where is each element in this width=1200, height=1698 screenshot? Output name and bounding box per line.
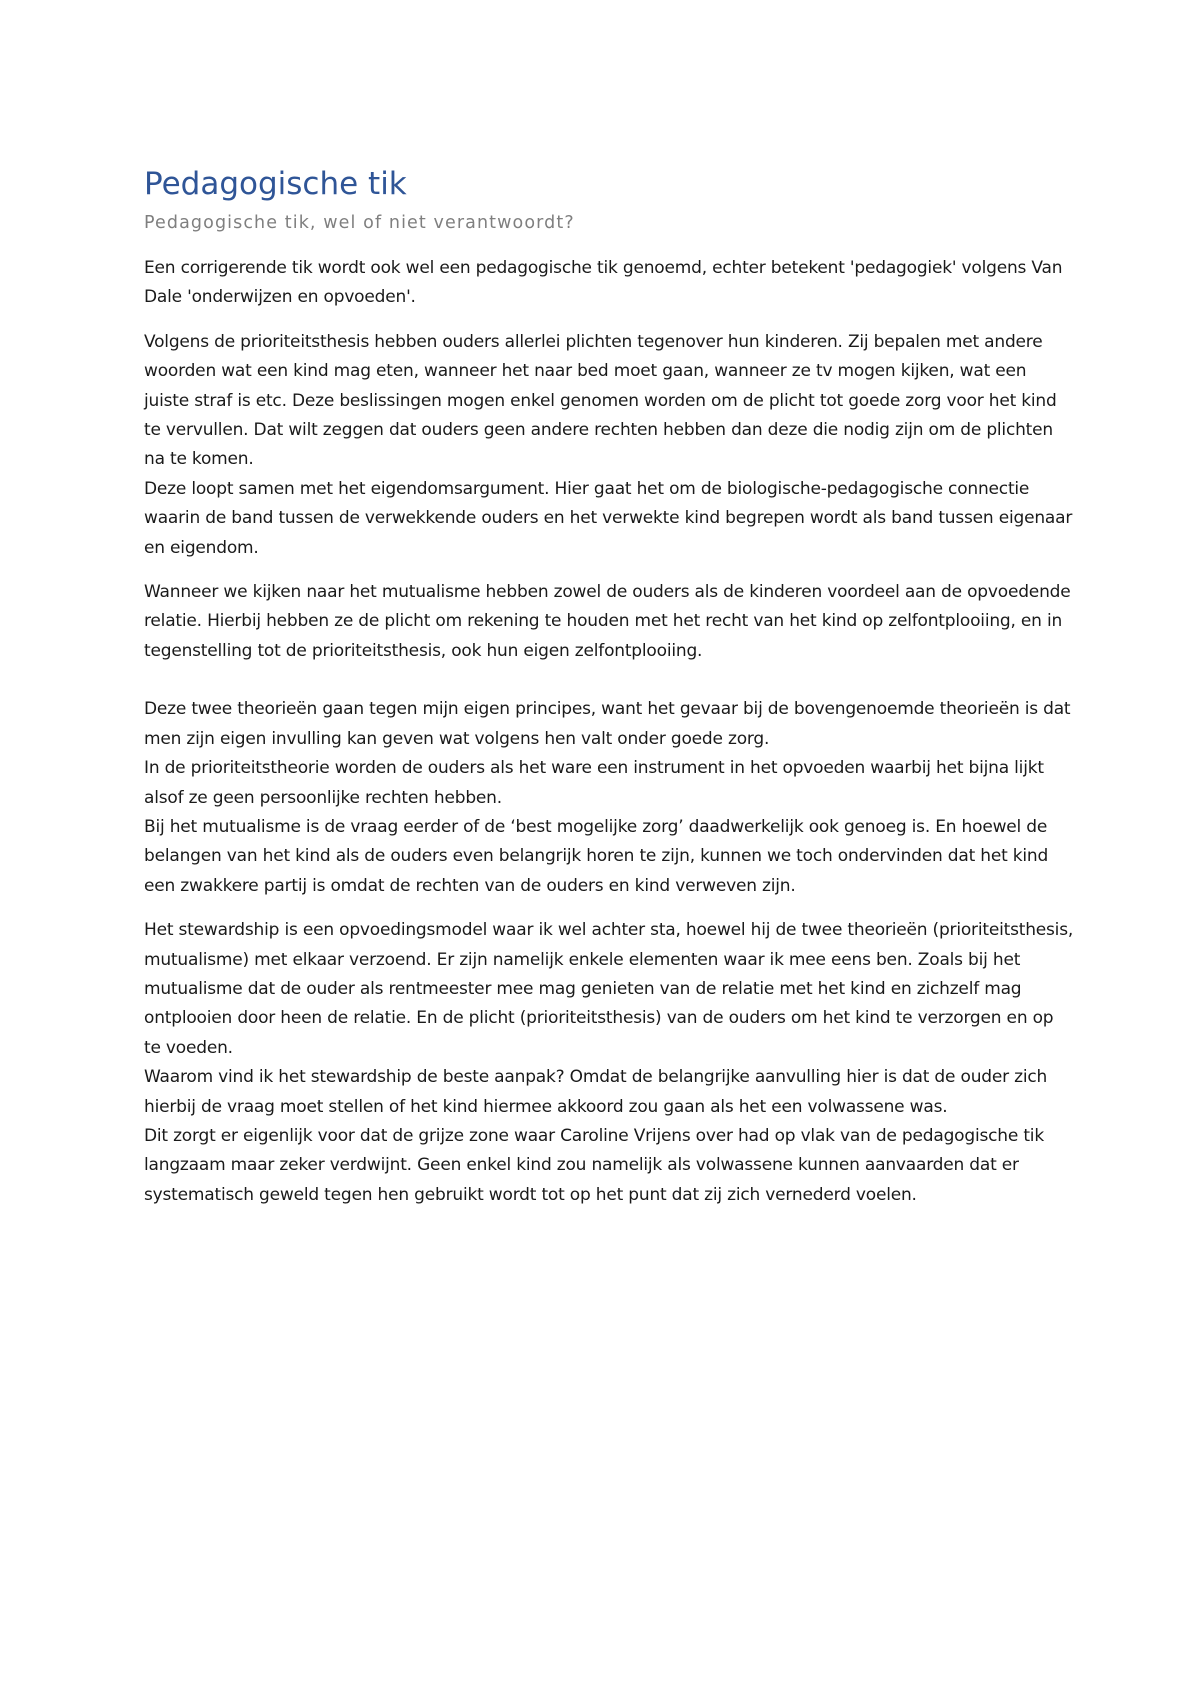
paragraph-mutualisme-kritiek: Bij het mutualisme is de vraag eerder of de ‘best mogelijke zorg’ daadwerkelijk ook genoeg is. En hoewel de belangen van het kind als de ouders even belangrijk horen te zijn, kunnen we toch ondervinden dat het kind een zwakkere partij is omdat de rechten van de ouders en kind verweven zijn. [144,816,1049,896]
paragraph-stewardship: Het stewardship is een opvoedingsmodel waar ik wel achter sta, hoewel hij de twee theorieën (prioriteitsthesis, mutualisme) met elkaar verzoend. Er zijn namelijk enkele elementen waar ik mee eens ben. Zoals bij het mutualisme dat de ouder als rentmeester mee mag genieten van de relatie met het kind en zichzelf mag ontplooien door heen de relatie. En de plicht (prioriteitsthesis) van de ouders om het kind te verzorgen en op te voeden. [144,920,1074,1058]
document-subtitle: Pedagogische tik, wel of niet verantwoordt? [144,213,575,233]
document-body [144,254,1074,1210]
paragraph-theorieen: Deze twee theorieën gaan tegen mijn eigen principes, want het gevaar bij de bovengenoemde theorieën is dat men zijn eigen invulling kan geven wat volgens hen valt onder goede zorg. [144,699,1071,749]
document-page [144,164,1074,1210]
paragraph-prioriteitstheorie: In de prioriteitstheorie worden de ouders als het ware een instrument in het opvoeden waarbij het bijna lijkt alsof ze geen persoonlijke rechten hebben. [144,758,1044,808]
paragraph-waarom-stewardship: Waarom vind ik het stewardship de beste aanpak? Omdat de belangrijke aanvulling hier is dat de ouder zich hierbij de vraag moet stellen of het kind hiermee akkoord zou gaan als het een volwassene was. [144,1067,1048,1117]
paragraph-conclusie: Dit zorgt er eigenlijk voor dat de grijze zone waar Caroline Vrijens over had op vlak van de pedagogische tik langzaam maar zeker verdwijnt. Geen enkel kind zou namelijk als volwassene kunnen aanvaarden dat er systematisch geweld tegen hen gebruikt wordt tot op het punt dat zij zich vernederd voelen. [144,1125,1044,1205]
document-title: Pedagogische tik [144,166,407,202]
paragraph-eigendomsargument: Deze loopt samen met het eigendomsargument. Hier gaat het om de biologische-pedagogische connectie waarin de band tussen de verwekkende ouders en het verwekte kind begrepen wordt als band tussen eigenaar en eigendom. [144,478,1073,558]
paragraph-prioriteitsthesis: Volgens de prioriteitsthesis hebben ouders allerlei plichten tegenover hun kinderen. Zij bepalen met andere woorden wat een kind mag eten, wanneer het naar bed moet gaan, wanneer ze tv mogen kijken, wat een juiste straf is etc. Deze beslissingen mogen enkel genomen worden om de plicht tot goede zorg voor het kind te vervullen. Dat wilt zeggen dat ouders geen andere rechten hebben dan deze die nodig zijn om de plichten na te komen. [144,331,1057,470]
paragraph-mutualisme: Wanneer we kijken naar het mutualisme hebben zowel de ouders als de kinderen voordeel aan de opvoedende relatie. Hierbij hebben ze de plicht om rekening te houden met het recht van het kind op zelfontplooiing, en in tegenstelling tot de prioriteitsthesis, ook hun eigen zelfontplooiing. [144,582,1071,661]
paragraph-intro: Een corrigerende tik wordt ook wel een pedagogische tik genoemd, echter betekent 'pedagogiek' volgens Van Dale 'onderwijzen en opvoeden'. [144,258,1063,308]
